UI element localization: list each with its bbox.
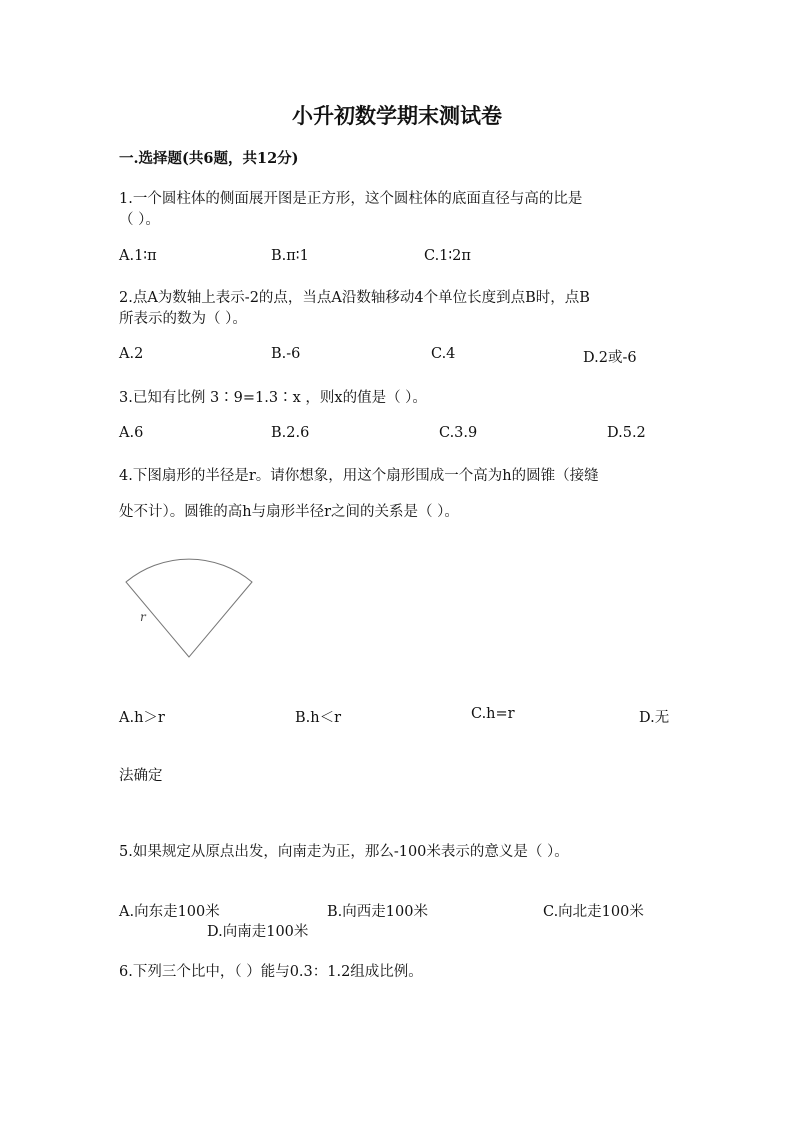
question-2-option-b: B.-6 xyxy=(271,346,301,362)
question-1-text: 1.一个圆柱体的侧面展开图是正方形，这个圆柱体的底面直径与高的比是 xyxy=(119,191,583,207)
question-5-option-b: B.向西走100米 xyxy=(327,904,428,920)
question-4-option-d-cont: 法确定 xyxy=(119,768,163,784)
question-4-option-d: D.无 xyxy=(639,710,670,726)
page-title: 小升初数学期末测试卷 xyxy=(292,103,502,128)
question-5-option-d: D.向南走100米 xyxy=(207,924,309,940)
question-2-option-d: D.2或-6 xyxy=(583,350,637,366)
question-5-option-c: C.向北走100米 xyxy=(543,904,644,920)
question-1-text-cont: （ ）。 xyxy=(119,212,160,228)
sector-radius-label: r xyxy=(140,610,146,624)
question-5-option-a: A.向东走100米 xyxy=(119,904,220,920)
question-4-option-c: C.h=r xyxy=(471,706,515,722)
question-1-option-a: A.1∶π xyxy=(119,248,157,264)
question-5-text: 5.如果规定从原点出发，向南走为正，那么-100米表示的意义是（ ）。 xyxy=(119,844,569,860)
question-6-text: 6.下列三个比中，（ ）能与0.3：1.2组成比例。 xyxy=(119,964,423,980)
question-3-option-a: A.6 xyxy=(119,425,144,441)
question-2-option-a: A.2 xyxy=(119,346,144,362)
question-3-text: 3.已知有比例 3∶9=1.3∶x ，则x的值是（ ）。 xyxy=(119,390,427,406)
question-1-option-b: B.π∶1 xyxy=(271,248,309,264)
question-3-option-c: C.3.9 xyxy=(439,425,478,441)
question-3-option-d: D.5.2 xyxy=(607,425,646,441)
question-2-option-c: C.4 xyxy=(431,346,456,362)
question-2-text: 2.点A为数轴上表示-2的点，当点A沿数轴移动4个单位长度到点B时，点B xyxy=(119,290,590,306)
question-4-option-a: A.h＞r xyxy=(119,710,165,726)
question-4-text: 4.下图扇形的半径是r。请你想象，用这个扇形围成一个高为h的圆锥（接缝 xyxy=(119,468,599,484)
question-4-option-b: B.h＜r xyxy=(295,710,342,726)
question-3-option-b: B.2.6 xyxy=(271,425,310,441)
question-2-text-cont: 所表示的数为（ ）。 xyxy=(119,311,247,327)
sector-figure xyxy=(118,550,264,665)
section-heading: 一.选择题(共6题，共12分) xyxy=(119,150,299,167)
question-4-text-cont: 处不计）。圆锥的高h与扇形半径r之间的关系是（ ）。 xyxy=(119,504,459,520)
question-1-option-c: C.1∶2π xyxy=(424,248,471,264)
